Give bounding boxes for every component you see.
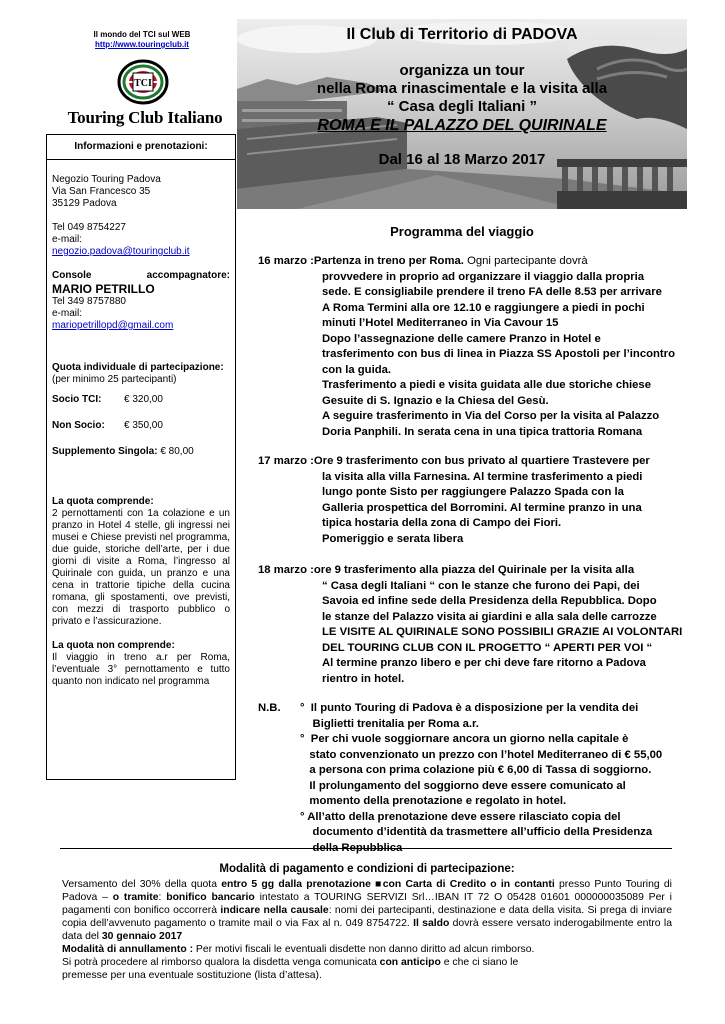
nb-line: documento d’identità da trasmettere all’ufficio della Presidenza — [300, 826, 653, 838]
svg-text:TCI: TCI — [134, 78, 152, 89]
tci-web-header — [52, 30, 232, 50]
nb-line: momento della prenotazione e regolato in hotel. — [300, 795, 567, 807]
shop-tel: Tel 049 8754227 — [52, 222, 126, 233]
day1-line: Gesuite di S. Ignazio e la Chiesa del Gesù. — [322, 394, 549, 407]
day2-line: Ore 9 trasferimento con bus privato al quartiere Trastevere per — [313, 455, 650, 467]
shop-email-link[interactable]: negozio.padova@touringclub.it — [52, 246, 190, 257]
refund-seg: e che ci siano le — [440, 957, 519, 968]
day1-line: provvedere in proprio ad organizzare il viaggio dalla propria — [322, 270, 645, 283]
day3-line: “ Casa degli Italiani “ con le stanze che furono dei Papi, dei — [322, 579, 640, 592]
payment-section — [62, 863, 672, 982]
pay-seg: : — [158, 892, 167, 903]
day2-line: la visita alla villa Farnesina. Al termine trasferimento a piedi — [322, 470, 643, 483]
nb-line: ° Per chi vuole soggiornare ancora un giorno nella capitale è — [300, 733, 629, 745]
annul-label: Modalità di annullamento : — [62, 944, 194, 955]
day2-line: Pomeriggio e serata libera — [322, 532, 464, 545]
casa-line: “ Casa degli Italiani ” — [386, 98, 538, 115]
pay-seg: Il saldo — [413, 918, 450, 929]
noncomprende-text: Il viaggio in treno a.r per Roma, l’eventuale 3° pernottamento e tutto quanto non indicato nel programma — [52, 652, 230, 687]
quota-label: Quota individuale di partecipazione: — [52, 362, 224, 373]
nb-line: stato convenzionato un prezzo con l’hotel Mediterraneo di € 55,00 — [300, 748, 663, 761]
day3-line: Al termine pranzo libero e per chi deve fare ritorno a Padova — [322, 657, 646, 669]
annul-line — [62, 943, 672, 956]
day1-line: sede. E consigliabile prendere il treno FA delle 8.53 per arrivare — [322, 286, 662, 298]
pay-seg: 30 gennaio 2017 — [101, 931, 183, 942]
pay-seg: presso Punto Touring di Padova – — [62, 879, 672, 903]
pay-seg: bonifico bancario — [166, 892, 255, 903]
nb-line: ° Il punto Touring di Padova è a disposizione per la vendita dei — [300, 702, 639, 714]
hero-text — [237, 25, 687, 169]
program-title: Programma del viaggio — [390, 224, 534, 239]
info-box — [46, 134, 236, 780]
console-email-link[interactable]: mariopetrillopd@gmail.com — [52, 320, 174, 331]
nonsocio-label: Non Socio: — [52, 420, 105, 431]
day2-line: lungo ponte Sisto per raggiungere Palazzo Spada con la — [322, 486, 624, 498]
nb-line: ° All’atto della prenotazione deve essere rilasciato copia del — [300, 810, 621, 823]
day-18 — [258, 563, 708, 579]
pay-seg: dovrà essere versato inderogabilmente entro la data del — [62, 918, 672, 942]
nonsocio-price: € 350,00 — [124, 420, 163, 431]
day1-line: con la guida. — [322, 363, 392, 376]
singola-label: Supplemento Singola: — [52, 446, 158, 457]
quota-min: (per minimo 25 partecipanti) — [52, 374, 177, 385]
nb-block — [258, 701, 708, 856]
console-name: MARIO PETRILLO — [52, 282, 155, 296]
tci-logo-icon — [113, 58, 173, 106]
day2-line: tipica hostaria della zona di Campo dei Fiori. — [322, 517, 562, 529]
payment-text — [62, 878, 672, 943]
day1-line: trasferimento con bus di linea in Piazza SS Apostoli per l’incontro — [322, 348, 675, 360]
event-title: ROMA E IL PALAZZO DEL QUIRINALE — [317, 117, 607, 134]
console-tel: Tel 349 8757880 — [52, 296, 126, 307]
day1-line: A Roma Termini alla ore 12.10 e raggiungere a piedi in pochi — [322, 301, 645, 314]
shop-street: Via San Francesco 35 — [52, 186, 151, 197]
day-18-label: 18 marzo : — [258, 564, 314, 576]
shop-name: Negozio Touring Padova — [52, 174, 161, 185]
day-17 — [258, 454, 708, 470]
pay-seg: Versamento del 30% della quota — [62, 879, 222, 890]
brand-name: Touring Club Italiano — [67, 108, 223, 127]
refund-line — [62, 956, 672, 969]
day3-line: LE VISITE AL QUIRINALE SONO POSSIBILI GRAZIE AI VOLONTARI — [322, 626, 683, 638]
comprende-label: La quota comprende: — [52, 496, 154, 507]
refund-seg: con anticipo — [379, 957, 441, 968]
world-label: Il mondo del TCI sul WEB — [93, 30, 191, 39]
substitution-line: premesse per una eventuale sostituzione (lista d’attesa). — [62, 970, 322, 981]
nb-line: Il prolungamento del soggiorno deve essere comunicato al — [300, 779, 626, 792]
day-16-label: 16 marzo : — [258, 255, 314, 267]
website-link[interactable]: http://www.touringclub.it — [95, 40, 189, 49]
event-dates: Dal 16 al 18 Marzo 2017 — [378, 151, 546, 168]
day1-line: Dopo l’assegnazione delle camere Pranzo in Hotel e — [322, 332, 601, 345]
shop-city: 35129 Padova — [52, 198, 117, 209]
day3-line: ore 9 trasferimento alla piazza del Quirinale per la visita alla — [313, 564, 635, 576]
noncomprende-label: La quota non comprende: — [52, 640, 175, 651]
day1-line: Doria Panphili. In serata cena in una tipica trattoria Romana — [322, 425, 643, 438]
day1-line-note: Ogni partecipante dovrà — [463, 255, 588, 267]
program-body — [258, 254, 708, 856]
console-email-label: e-mail: — [52, 308, 83, 319]
day1-line: Partenza in treno per Roma. — [313, 255, 464, 267]
pay-seg: : nomi dei partecipanti, destinazione e data della visita. Si prega di inviare copia dell’avvenuto pagamento o tramite mail o via Fax al n. 049 8754722. — [62, 905, 672, 929]
day3-line: DEL TOURING CLUB CON IL PROGETTO “ APERTI PER VOI “ — [322, 641, 653, 654]
day3-line: Savoia ed infine sede della Presidenza della Repubblica. Dopo — [322, 595, 657, 607]
section-divider — [60, 848, 672, 849]
info-title: Informazioni e prenotazioni: — [47, 135, 235, 160]
pay-seg: o tramite — [112, 892, 159, 903]
nb-label: N.B. — [258, 702, 281, 714]
club-title: Il Club di Territorio di PADOVA — [346, 26, 578, 43]
payment-title: Modalità di pagamento e condizioni di partecipazione: — [219, 863, 515, 875]
day1-line: minuti l’Hotel Mediterraneo in Via Cavour 15 — [322, 317, 559, 329]
pay-seg: intestato a TOURING SERVIZI Srl…IBAN IT 72 O 05428 01601 000000035089 Per i pagamenti con bonifico occorrerà — [62, 892, 672, 916]
socio-price: € 320,00 — [124, 394, 163, 405]
day3-line: rientro in hotel. — [322, 672, 405, 685]
organizza-line: organizza un tour — [399, 62, 525, 79]
nb-line: Biglietti trenitalia per Roma a.r. — [300, 717, 479, 730]
day2-line: Galleria prospettica del Borromini. Al termine pranzo in una — [322, 501, 642, 514]
console-label: Console — [52, 270, 92, 281]
day-17-label: 17 marzo : — [258, 455, 314, 467]
socio-label: Socio TCI: — [52, 394, 102, 405]
day1-line: Trasferimento a piedi e visita guidata alle due storiche chiese — [322, 379, 651, 391]
roma-line: nella Roma rinascimentale e la visita alla — [316, 80, 608, 97]
annul-text: Per motivi fiscali le eventuali disdette non danno diritto ad alcun rimborso. — [193, 944, 535, 955]
day3-line: le stanze del Palazzo visita ai giardini e alla sala delle carrozze — [322, 610, 657, 623]
nb-line: a persona con prima colazione più € 6,00 di Tassa di soggiorno. — [300, 764, 652, 776]
comprende-text: 2 pernottamenti con 1a colazione e un pranzo in Hotel 4 stelle, gli ingressi nei musei e Chiese previsti nel programma, due guide, storiche dell’arte, per i due giorni di visite a Roma, l’ingresso al Quirinale con guida, un pranzo e una cena in trattorie tipiche della cucina romana, gli spostamenti, ove previsti, con mezzi di trasporto pubblico o privato e l’assicurazione. — [52, 508, 230, 627]
refund-seg: Si potrà procedere al rimborso qualora la disdetta venga comunicata — [62, 957, 380, 968]
console-label-2: accompagnatore: — [146, 270, 230, 281]
shop-email-label: e-mail: — [52, 234, 83, 245]
day-16 — [258, 254, 708, 270]
singola-price: € 80,00 — [160, 446, 194, 457]
nb-line: della Repubblica — [300, 841, 403, 854]
day1-line: A seguire trasferimento in Via del Corso per la visita al Palazzo — [322, 410, 660, 422]
pay-seg: indicare nella causale — [220, 905, 329, 916]
pay-seg: entro 5 gg dalla prenotazione ■con Carta di Credito o in contanti — [221, 879, 555, 890]
